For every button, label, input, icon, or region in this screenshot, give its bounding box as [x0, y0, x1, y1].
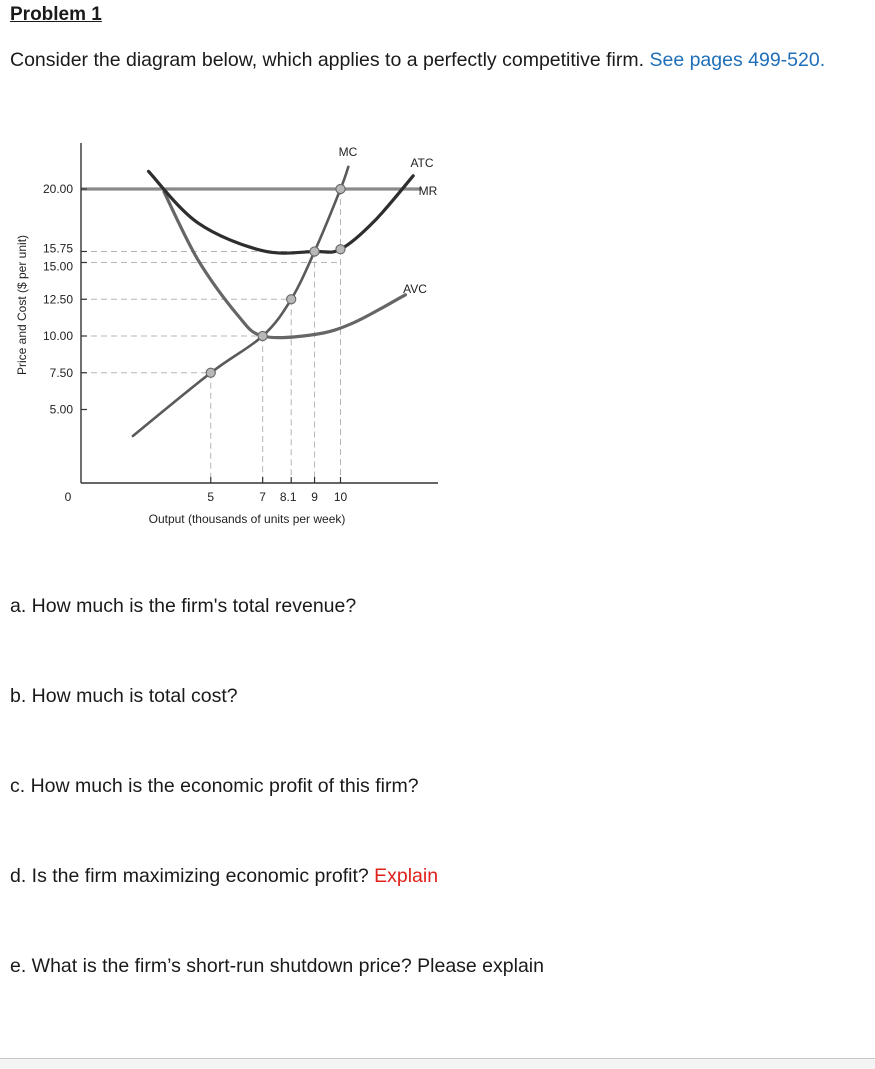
y-tick-label: 15.75	[42, 241, 73, 256]
atc-label: ATC	[410, 156, 434, 170]
question-b: b. How much is total cost?	[10, 685, 238, 707]
avc-curve	[164, 192, 405, 338]
question-a: a. How much is the firm's total revenue?	[10, 595, 357, 617]
x-tick-label: 7	[259, 490, 266, 504]
x-tick-label: 9	[311, 490, 318, 504]
y-tick-label: 15.00	[42, 259, 73, 274]
cost-curves	[81, 167, 421, 436]
avc-label: AVC	[403, 282, 427, 296]
cost-curves-chart	[0, 130, 460, 530]
y-tick-label: 20.00	[42, 182, 73, 196]
axes	[81, 143, 438, 483]
page-bottom-edge	[0, 1058, 875, 1069]
y-tick-label: 5.00	[49, 402, 73, 417]
x-tick-label: 8.1	[279, 490, 297, 504]
explain-highlight: Explain	[374, 865, 439, 887]
x-axis-title: Output (thousands of units per week)	[148, 512, 346, 526]
marked-point	[336, 184, 345, 193]
marked-point	[206, 368, 215, 377]
y-axis-title: Price and Cost ($ per unit)	[15, 234, 29, 376]
y-tick-label: 7.50	[49, 365, 73, 380]
marked-points	[206, 184, 345, 377]
question-d-text: d. Is the firm maximizing economic profit?	[10, 865, 369, 887]
marked-point	[287, 295, 296, 304]
mc-label: MC	[338, 145, 358, 159]
problem-title: Problem 1	[10, 4, 102, 25]
y-tick-label: 10.00	[42, 329, 73, 343]
intro-text: Consider the diagram below, which applies to a perfectly competitive firm.	[10, 49, 645, 71]
x-tick-label: 5	[207, 490, 215, 504]
y-tick-label: 12.50	[42, 292, 73, 307]
marked-point	[336, 245, 345, 254]
origin-label: 0	[64, 490, 72, 504]
marked-point	[258, 331, 267, 340]
mr-label: MR	[418, 184, 438, 198]
axis-ticks	[43, 182, 348, 504]
marked-point	[310, 247, 319, 256]
question-d	[10, 865, 438, 888]
question-c: c. How much is the economic profit of this firm?	[10, 775, 419, 797]
intro-paragraph	[10, 49, 825, 72]
pages-reference-link[interactable]: See pages 499-520.	[649, 49, 826, 71]
question-e: e. What is the firm’s short-run shutdown price? Please explain	[10, 955, 544, 977]
x-tick-label: 10	[333, 490, 348, 504]
mc-curve	[133, 167, 348, 436]
